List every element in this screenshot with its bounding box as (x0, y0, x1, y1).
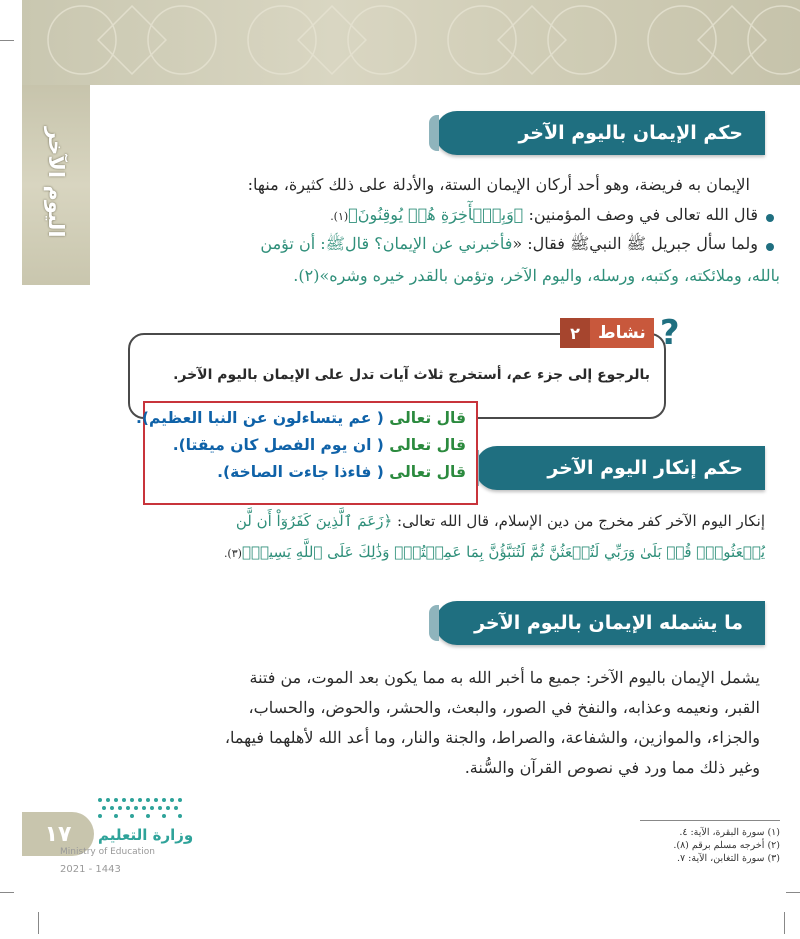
activity-tag (560, 313, 686, 353)
answer-line: قال تعالى ( عم يتساءلون عن النبا العظيم). (136, 409, 466, 427)
footnote-divider (640, 820, 780, 821)
section-heading: ما يشمله الإيمان باليوم الآخر (435, 601, 765, 645)
crop-mark (784, 912, 785, 934)
ministry-name-ar: وزارة التعليم (98, 826, 194, 844)
section-heading: حكم الإيمان باليوم الآخر (435, 111, 765, 155)
ministry-name-en: Ministry of Education (60, 847, 155, 857)
footnote: (٢) أخرجه مسلم برقم (٨). (673, 840, 780, 851)
footnotes (560, 826, 780, 865)
page-number: ١٧ (22, 812, 94, 856)
answer-box (136, 401, 478, 505)
section3-line: وغير ذلك مما ورد في نصوص القرآن والسُّنة. (464, 758, 760, 777)
section1-bullet-1: قال الله تعالى في وصف المؤمنين: ﴿وَبِٱلۡأٓخِرَةِ هُمۡ يُوقِنُونَ﴾(١). (330, 205, 758, 224)
answer-line: قال تعالى ( فاءذا جاءت الصاخة). (217, 463, 466, 481)
crop-mark (0, 40, 14, 41)
bullet-icon (766, 214, 774, 222)
logo-dots-icon (90, 792, 290, 822)
section3-line: والجزاء، والموازين، والشفاعة، والصراط، والجنة والنار، وما أعد الله لأهلهما فيهما، (224, 728, 760, 747)
answer-line: قال تعالى ( ان يوم الفصل كان ميقتا). (172, 436, 466, 454)
activity-label: نشاط (590, 318, 654, 348)
section2-line-2: يُبۡعَثُواْۚ قُلۡ بَلَىٰ وَرَبِّي لَتُبۡعَثُنَّ ثُمَّ لَتُنَبَّؤُنَّ بِمَا عَمِلۡتُمۡۚ وَذَٰلِكَ عَلَى ٱللَّهِ يَسِيرٞ﴾(٣). (223, 543, 765, 561)
footnote: (٣) سورة التغابن، الآية: ٧. (676, 853, 780, 864)
ministry-logo (30, 792, 230, 882)
section1-bullet-2-cont: بالله، وملائكته، وكتبه، ورسله، واليوم الآخر، وتؤمن بالقدر خيره وشره»(٢). (293, 266, 780, 285)
bullet-icon (766, 243, 774, 251)
section-heading: حكم إنكار اليوم الآخر (475, 446, 765, 490)
edition-year: 2021 - 1443 (60, 864, 121, 875)
activity-question: بالرجوع إلى جزء عم، أستخرج ثلاث آيات تدل على الإيمان باليوم الآخر. (173, 367, 650, 383)
section1-intro: الإيمان به فريضة، وهو أحد أركان الإيمان الستة، والأدلة على ذلك كثيرة، منها: (247, 175, 750, 194)
section3-line: يشمل الإيمان باليوم الآخر: جميع ما أخبر الله به مما يكون بعد الموت، من فتنة (249, 668, 760, 687)
footnote: (١) سورة البقرة، الآية: ٤. (679, 827, 780, 838)
section1-bullet-2: ولما سأل جبريل ﷺ النبيﷺ فقال: «فأخبرني عن الإيمان؟ قالﷺ: أن تؤمن (260, 234, 758, 253)
section2-line-1: إنكار اليوم الآخر كفر مخرج من دين الإسلام، قال الله تعالى: ﴿زَعَمَ ٱلَّذِينَ كَفَرُوٓاْ أَن لَّن (235, 512, 765, 530)
section3-body (100, 663, 760, 783)
top-banner (22, 0, 800, 85)
crop-mark (38, 912, 39, 934)
activity-number: ٢ (560, 318, 590, 348)
geometric-pattern (22, 0, 800, 85)
side-tab-label: اليوم الآخر (44, 126, 68, 238)
question-mark-icon: ? (659, 313, 680, 353)
section3-line: القبر، ونعيمه وعذابه، والنفخ في الصور، والبعث، والحشر، والحوض، والحساب، (248, 698, 760, 717)
chapter-side-tab (22, 85, 90, 285)
crop-mark (0, 892, 14, 893)
crop-mark (786, 892, 800, 893)
